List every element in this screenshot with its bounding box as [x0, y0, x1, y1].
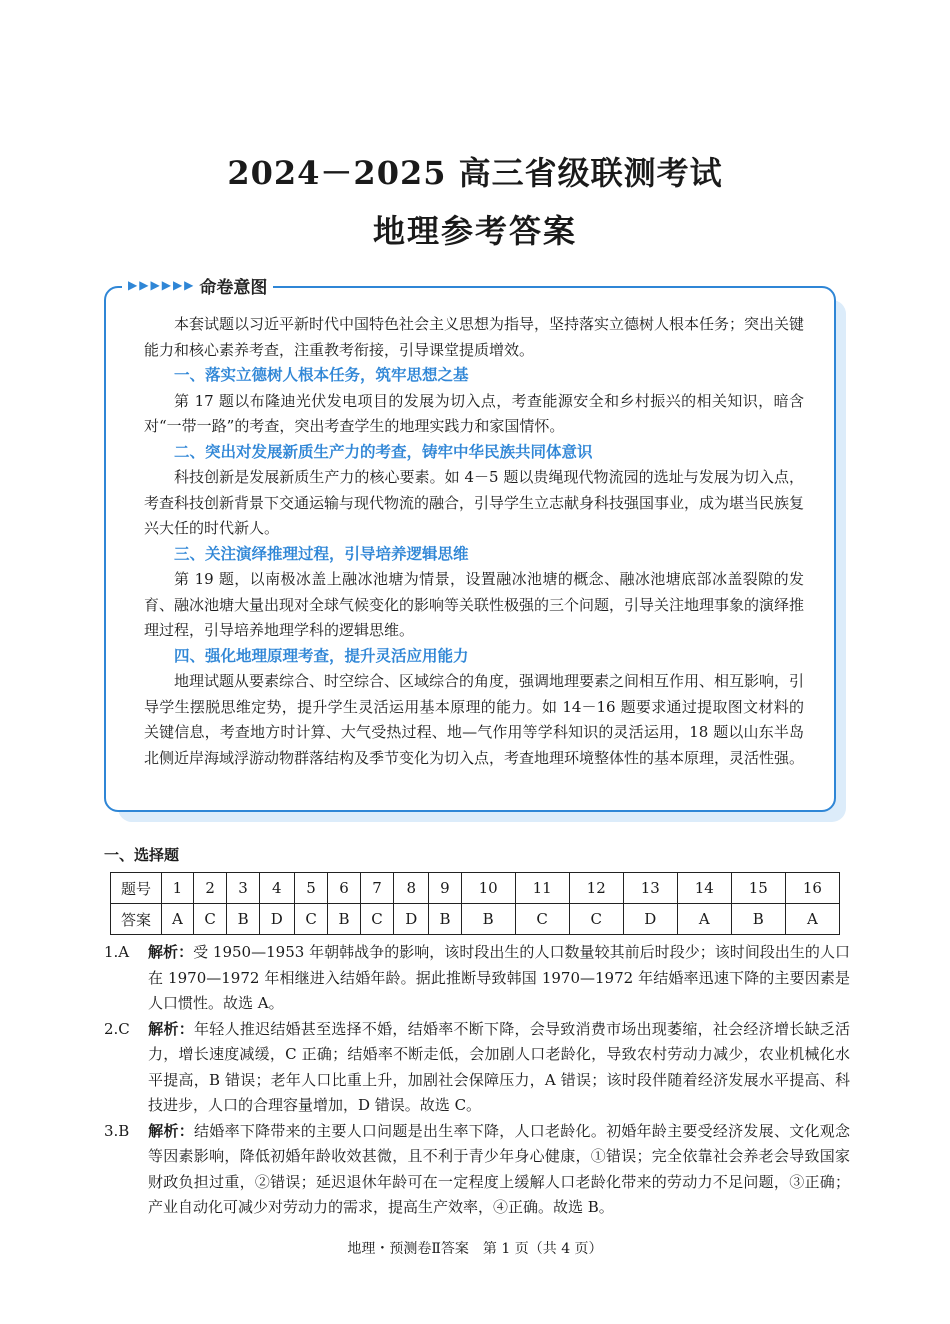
intent-section-heading: 三、关注演绎推理过程，引导培养逻辑思维 [174, 544, 469, 563]
explanation-number: 3.B [104, 1121, 130, 1140]
explanation-text: 年轻人推迟结婚甚至选择不婚，结婚率不断下降，会导致消费市场出现萎缩，社会经济增长缺乏活力，增长速度减缓，C 正确；结婚率不断走低，会加剧人口老龄化，导致农村劳动力减少，农业机械化水平提高，B 错误；老年人口比重上升，加剧社会保障压力，A 错误；该时段伴随着经济发展水平提高、科技进步，人口的合理容量增加，D 错误。故选 C。 [148, 1019, 850, 1114]
question-number: 13 [623, 873, 677, 904]
row-header-answer: 答案 [111, 904, 162, 935]
answer-cell: C [294, 904, 328, 935]
answer-cell: B [429, 904, 461, 935]
answer-cell: D [623, 904, 677, 935]
answer-cell: B [731, 904, 785, 935]
answer-cell: C [193, 904, 227, 935]
answer-cell: C [360, 904, 394, 935]
question-number: 9 [429, 873, 461, 904]
intent-section-text: 第 19 题，以南极冰盖上融冰池塘为情景，设置融冰池塘的概念、融冰池塘底部冰盖裂隙的发育、融冰池塘大量出现对全球气候变化的影响等关联性极强的三个问题，引导关注地理事象的演绎推理过程，引导培养地理学科的逻辑思维。 [144, 570, 805, 639]
intent-section-text: 科技创新是发展新质生产力的核心要素。如 4－5 题以贵绳现代物流园的选址与发展为切入点，考查科技创新背景下交通运输与现代物流的融合，引导学生立志献身科技强国事业，成为堪当民族复兴大任的时代新人。 [144, 468, 805, 537]
explanations [104, 940, 850, 1221]
intent-section-heading: 四、强化地理原理考查，提升灵活应用能力 [174, 646, 469, 665]
question-number: 6 [328, 873, 360, 904]
answer-cell: C [515, 904, 569, 935]
intent-box-label [122, 272, 273, 298]
answer-cell: B [461, 904, 515, 935]
row-header-number: 题号 [111, 873, 162, 904]
question-number: 14 [677, 873, 731, 904]
question-number: 10 [461, 873, 515, 904]
answer-cell: B [227, 904, 259, 935]
intent-section-heading: 二、突出对发展新质生产力的考查，铸牢中华民族共同体意识 [174, 442, 593, 461]
intent-box-title: 命卷意图 [199, 277, 268, 298]
intent-section-text: 地理试题从要素综合、时空综合、区域综合的角度，强调地理要素之间相互作用、相互影响，引导学生摆脱思维定势，提升学生灵活运用基本原理的能力。如 14－16 题要求通过提取图文材料的关键信息，考查地方时计算、大气受热过程、地—气作用等学科知识的灵活运用，18 题以山东半岛北侧近岸海域浮游动物群落结构及季节变化为切入点，考查地理环境整体性的基本原理，灵活性强。 [144, 672, 805, 767]
answer-cell: D [394, 904, 429, 935]
answer-cell: D [259, 904, 294, 935]
question-number: 4 [259, 873, 294, 904]
answer-cell: C [569, 904, 623, 935]
intent-section-heading: 一、落实立德树人根本任务，筑牢思想之基 [174, 366, 469, 384]
question-number: 12 [569, 873, 623, 904]
question-number: 7 [360, 873, 394, 904]
explanation-number: 1.A [104, 943, 130, 961]
answer-cell: A [677, 904, 731, 935]
intent-section-text: 第 17 题以布隆迪光伏发电项目的发展为切入点，考查能源安全和乡村振兴的相关知识，暗含对“一带一路”的考查，突出考查学生的地理实践力和家国情怀。 [144, 391, 804, 435]
explanation-number: 2.C [104, 1019, 130, 1038]
explanation-label: 解析： [148, 1019, 195, 1038]
question-number: 1 [162, 873, 194, 904]
answer-cell: B [328, 904, 360, 935]
answer-cell: A [162, 904, 194, 935]
question-number: 16 [785, 873, 839, 904]
document-subtitle: 地理参考答案 [372, 212, 577, 250]
intent-box-content [144, 312, 804, 771]
explanation-item [104, 1119, 850, 1221]
answer-table [110, 872, 840, 935]
explanation-label: 解析： [148, 1121, 195, 1140]
explanation-item [104, 940, 850, 1017]
explanation-text: 结婚率下降带来的主要人口问题是出生率下降，人口老龄化。初婚年龄主要受经济发展、文化观念等因素影响，降低初婚年龄收效甚微，且不利于青少年身心健康，①错误；完全依靠社会养老会导致国家财政负担过重，②错误；延迟退休年龄可在一定程度上缓解人口老龄化带来的劳动力不足问题，③正确；产业自动化可减少对劳动力的需求，提高生产效率，④正确。故选 B。 [148, 1121, 850, 1216]
page-footer: 地理・预测卷Ⅱ答案 第 1 页（共 4 页） [347, 1241, 603, 1257]
explanation-text: 受 1950—1953 年朝韩战争的影响，该时段出生的人口数量较其前后时段少；该时间段出生的人口在 1970—1972 年相继进入结婚年龄。据此推断导致韩国 1970—1972 年结婚率迅速下降的主要因素是人口惯性。故选 A。 [148, 943, 850, 1012]
question-number: 15 [731, 873, 785, 904]
arrow-decoration-icon: ▶ ▶ ▶ ▶ ▶ ▶ [128, 278, 194, 292]
question-number: 8 [394, 873, 429, 904]
answer-table-row-numbers [111, 873, 840, 904]
choice-section-title: 一、选择题 [104, 846, 180, 864]
question-number: 3 [227, 873, 259, 904]
explanation-label: 解析： [148, 943, 194, 961]
question-number: 2 [193, 873, 227, 904]
explanation-item [104, 1017, 850, 1119]
intent-intro: 本套试题以习近平新时代中国特色社会主义思想为指导，坚持落实立德树人根本任务；突出关键能力和核心素养考查，注重教考衔接，引导课堂提质增效。 [144, 315, 805, 359]
question-number: 5 [294, 873, 328, 904]
answer-table-row-answers [111, 904, 840, 935]
document-title: 2024－2025 高三省级联测考试 [227, 154, 723, 192]
answer-cell: A [785, 904, 839, 935]
question-number: 11 [515, 873, 569, 904]
